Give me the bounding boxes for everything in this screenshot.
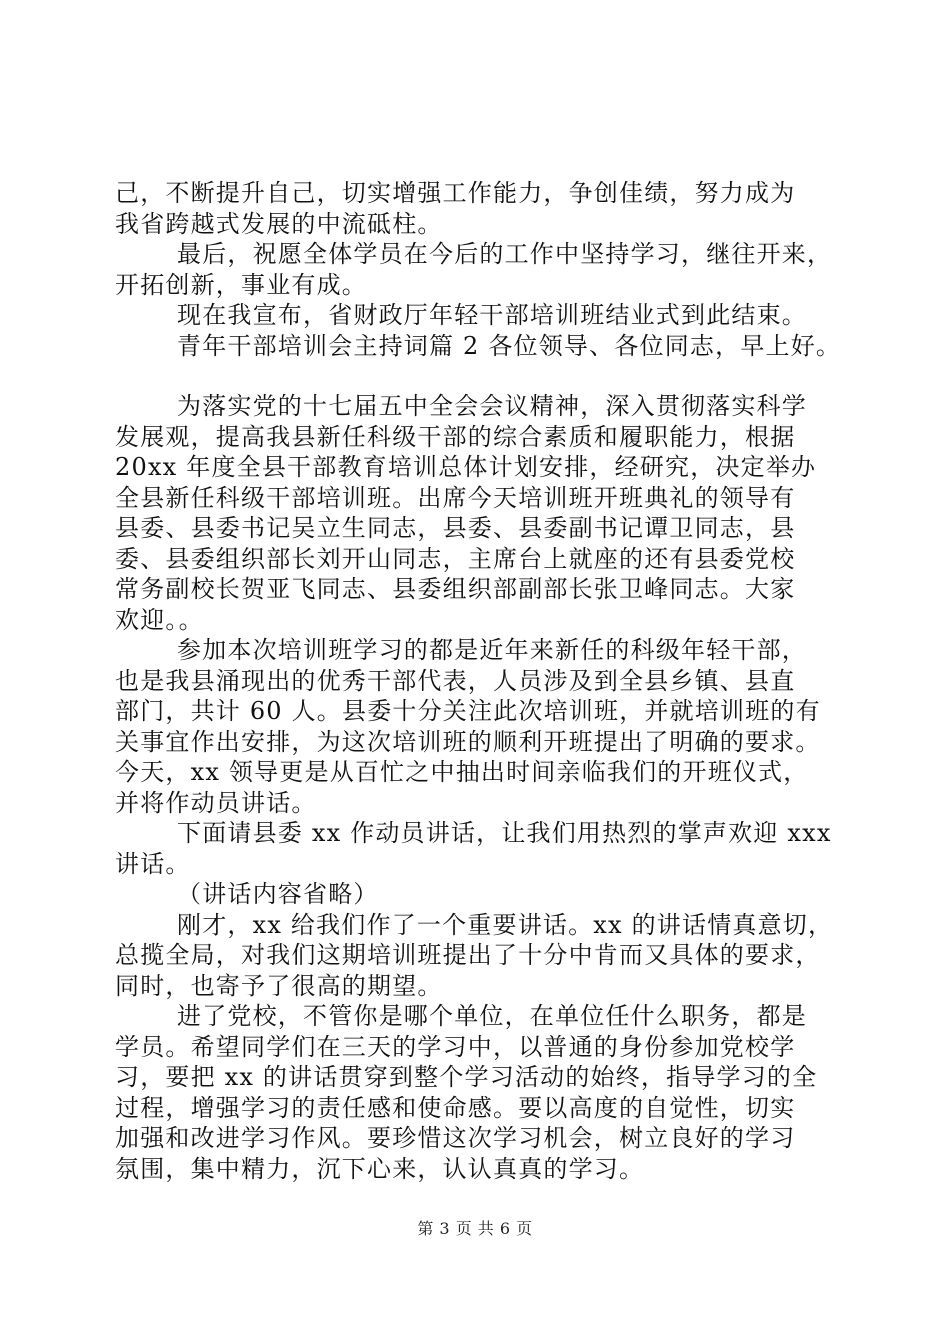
text-line: 学员。希望同学们在三天的学习中，以普通的身份参加党校学 [115, 1032, 796, 1061]
text-line: 欢迎。。 [115, 605, 204, 634]
text-line: 刚才，xx 给我们作了一个重要讲话。xx 的讲话情真意切， [177, 910, 834, 939]
text-line: 参加本次培训班学习的都是近年来新任的科级年轻干部， [177, 636, 807, 664]
text-line: 开拓创新，事业有成。 [115, 270, 367, 299]
text-line: 常务副校长贺亚飞同志、县委组织部副部长张卫峰同志。大家 [115, 575, 796, 603]
text-line: 过程，增强学习的责任感和使命感。要以高度的自觉性，切实 [115, 1093, 796, 1122]
text-line: 氛围，集中精力，沉下心来，认认真真的学习。 [115, 1154, 645, 1183]
text-line: 并将作动员讲话。 [115, 788, 317, 817]
text-line: 进了党校，不管你是哪个单位，在单位任什么职务，都是 [177, 1002, 807, 1030]
text-line: 总揽全局，对我们这期培训班提出了十分中肯而又具体的要求， [115, 941, 821, 969]
page-number-footer: 第 3 页 共 6 页 [417, 1219, 533, 1238]
text-line: 习，要把 xx 的讲话贯穿到整个学习活动的始终，指导学习的全 [115, 1063, 818, 1091]
text-line: 青年干部培训会主持词篇 2 各位领导、各位同志，早上好。 [177, 331, 842, 360]
text-line: 最后，祝愿全体学员在今后的工作中坚持学习，继往开来， [177, 240, 833, 268]
text-line: 为落实党的十七届五中全会会议精神，深入贯彻落实科学 [177, 392, 807, 420]
text-line: 20xx 年度全县干部教育培训总体计划安排，经研究，决定举办 [115, 453, 817, 481]
document-body [115, 178, 850, 1184]
text-line: 今天，xx 领导更是从百忙之中抽出时间亲临我们的开班仪式， [115, 758, 809, 786]
text-line: 加强和改进学习作风。要珍惜这次学习机会，树立良好的学习 [115, 1124, 796, 1152]
text-line: 委、县委组织部长刘开山同志，主席台上就座的还有县委党校 [115, 544, 796, 573]
text-line: 己，不断提升自己，切实增强工作能力，争创佳绩，努力成为 [115, 179, 796, 207]
text-line: 部门，共计 60 人。县委十分关注此次培训班，并就培训班的有 [115, 697, 821, 725]
text-line: 下面请县委 xx 作动员讲话，让我们用热烈的掌声欢迎 xxx [177, 819, 832, 847]
paragraph-block-lower [115, 391, 850, 1184]
text-line: 我省跨越式发展的中流砥柱。 [115, 209, 443, 238]
text-line: 同时，也寄予了很高的期望。 [115, 971, 443, 1000]
text-line: 发展观，提高我县新任科级干部的综合素质和履职能力，根据 [115, 422, 796, 451]
text-line: 县委、县委书记吴立生同志，县委、县委副书记谭卫同志，县 [115, 514, 796, 542]
paragraph-block-upper [115, 178, 850, 361]
text-line: 也是我县涌现出的优秀干部代表，人员涉及到全县乡镇、县直 [115, 666, 796, 695]
text-line: 关事宜作出安排，为这次培训班的顺利开班提出了明确的要求。 [115, 727, 821, 756]
text-line: 讲话。 [115, 849, 191, 878]
blank-line [115, 361, 850, 391]
text-line: 全县新任科级干部培训班。出席今天培训班开班典礼的领导有 [115, 483, 796, 512]
text-line: 现在我宣布，省财政厅年轻干部培训班结业式到此结束。 [177, 301, 807, 329]
text-line: （讲话内容省略） [177, 880, 379, 908]
